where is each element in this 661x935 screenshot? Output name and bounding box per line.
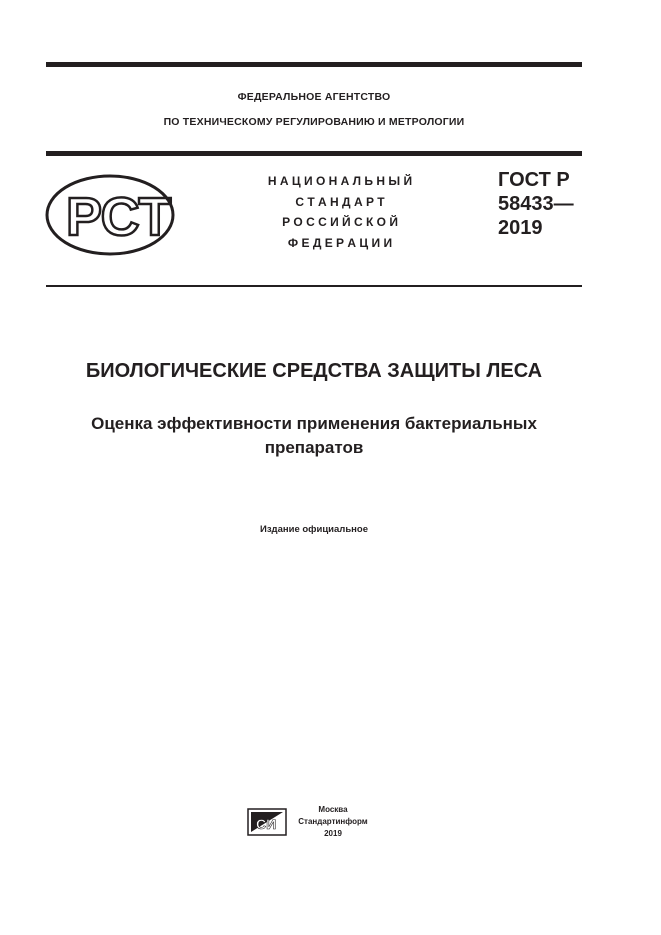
designation-prefix: ГОСТ Р [498,169,570,191]
agency-line-1: ФЕДЕРАЛЬНОЕ АГЕНТСТВО [237,91,391,103]
standartinform-logo-icon [247,808,287,836]
gost-r-certification-mark-icon [44,173,176,257]
subtitle-line-2: препаратов [264,438,364,457]
document-subtitle [46,412,582,460]
designation-year: 2019 [498,217,543,239]
header-rule [46,151,582,156]
publisher-year: 2019 [324,829,342,838]
standard-designation [498,168,574,240]
logo-letters: РСТ [66,187,172,247]
national-standard-label [240,171,440,253]
agency-line-2: ПО ТЕХНИЧЕСКОМУ РЕГУЛИРОВАНИЮ И МЕТРОЛОГИИ [163,116,465,128]
header-bottom-rule [46,285,582,287]
national-standard-line-4: Ф Е Д Е Р А Ц И И [287,235,393,250]
top-rule [46,62,582,67]
subtitle-line-1: Оценка эффективности применения бактериальных [91,414,537,433]
national-standard-line-3: Р О С С И Й С К О Й [282,215,398,229]
national-standard-line-2: С Т А Н Д А Р Т [295,194,385,209]
designation-number: 58433— [498,193,574,215]
publisher-logo-letters: СИ [256,816,277,832]
edition-label: Издание официальное [260,524,368,535]
publisher-info [298,804,368,840]
publisher-name: Стандартинформ [298,817,368,826]
publisher-city: Москва [318,805,348,814]
national-standard-line-1: Н А Ц И О Н А Л Ь Н Ы Й [267,174,413,188]
document-title: БИОЛОГИЧЕСКИЕ СРЕДСТВА ЗАЩИТЫ ЛЕСА [85,360,543,382]
